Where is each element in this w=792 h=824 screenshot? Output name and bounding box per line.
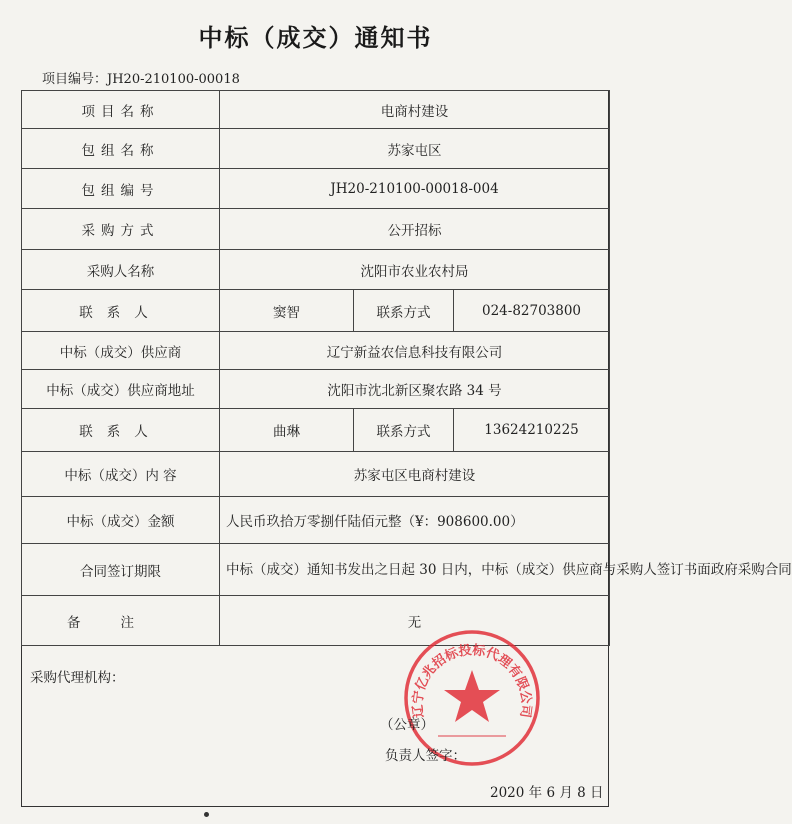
value-purchaser-phone: 024-82703800	[454, 290, 610, 332]
label-content: 中标（成交）内 容	[22, 452, 220, 497]
row-purchaser	[22, 250, 610, 290]
label-purchaser-contact-method: 联系方式	[354, 290, 454, 332]
page-title: 中标（成交）通知书	[198, 23, 433, 52]
value-supplier-phone: 13624210225	[454, 409, 610, 452]
label-remarks: 备注	[22, 596, 220, 646]
label-supplier-address: 中标（成交）供应商地址	[22, 370, 220, 409]
value-package-no: JH20-210100-00018-004	[220, 169, 610, 209]
value-package-name: 苏家屯区	[220, 129, 610, 169]
row-procurement-method	[22, 209, 610, 250]
row-package-name	[22, 129, 610, 169]
value-supplier: 辽宁新益农信息科技有限公司	[220, 332, 610, 370]
label-project-name: 项目名称	[22, 91, 220, 129]
binding-dot	[204, 812, 209, 817]
value-supplier-contact-name: 曲琳	[220, 409, 354, 452]
value-supplier-address: 沈阳市沈北新区聚农路 34 号	[220, 370, 610, 409]
value-content: 苏家屯区电商村建设	[220, 452, 610, 497]
label-package-no: 包组编号	[22, 169, 220, 209]
project-number: 项目编号：JH20-210100-00018	[42, 72, 240, 87]
value-amount: 人民币玖拾万零捌仟陆佰元整（¥：908600.00）	[220, 497, 610, 544]
row-contract-period	[22, 544, 610, 596]
row-project-name	[22, 91, 610, 129]
row-purchaser-contact	[22, 290, 610, 332]
row-supplier	[22, 332, 610, 370]
seal-label: （公章）	[380, 717, 434, 733]
value-purchaser: 沈阳市农业农村局	[220, 250, 610, 290]
label-supplier: 中标（成交）供应商	[22, 332, 220, 370]
row-supplier-address	[22, 370, 610, 409]
row-package-no	[22, 169, 610, 209]
responsible-signature-label: 负责人签字：	[385, 748, 466, 764]
issue-date: 2020 年 6 月 8 日	[490, 785, 604, 801]
value-purchaser-contact-name: 窦智	[220, 290, 354, 332]
label-supplier-contact-method: 联系方式	[354, 409, 454, 452]
value-procurement-method: 公开招标	[220, 209, 610, 250]
label-purchaser: 采购人名称	[22, 250, 220, 290]
row-content	[22, 452, 610, 497]
agency-label: 采购代理机构：	[30, 670, 125, 686]
label-purchaser-contact: 联系人	[22, 290, 220, 332]
value-project-name: 电商村建设	[220, 91, 610, 129]
row-supplier-contact	[22, 409, 610, 452]
label-supplier-contact: 联系人	[22, 409, 220, 452]
label-procurement-method: 采购方式	[22, 209, 220, 250]
notice-table	[21, 90, 792, 646]
seal-text: 辽宁亿兆招标投标代理有限公司	[410, 643, 534, 719]
value-contract-period: 中标（成交）通知书发出之日起 30 日内，中标（成交）供应商与采购人签订书面政府采购合同	[220, 544, 610, 596]
value-remarks: 无	[220, 596, 610, 646]
label-package-name: 包组名称	[22, 129, 220, 169]
row-amount	[22, 497, 610, 544]
label-amount: 中标（成交）金额	[22, 497, 220, 544]
label-contract-period: 合同签订期限	[22, 544, 220, 596]
